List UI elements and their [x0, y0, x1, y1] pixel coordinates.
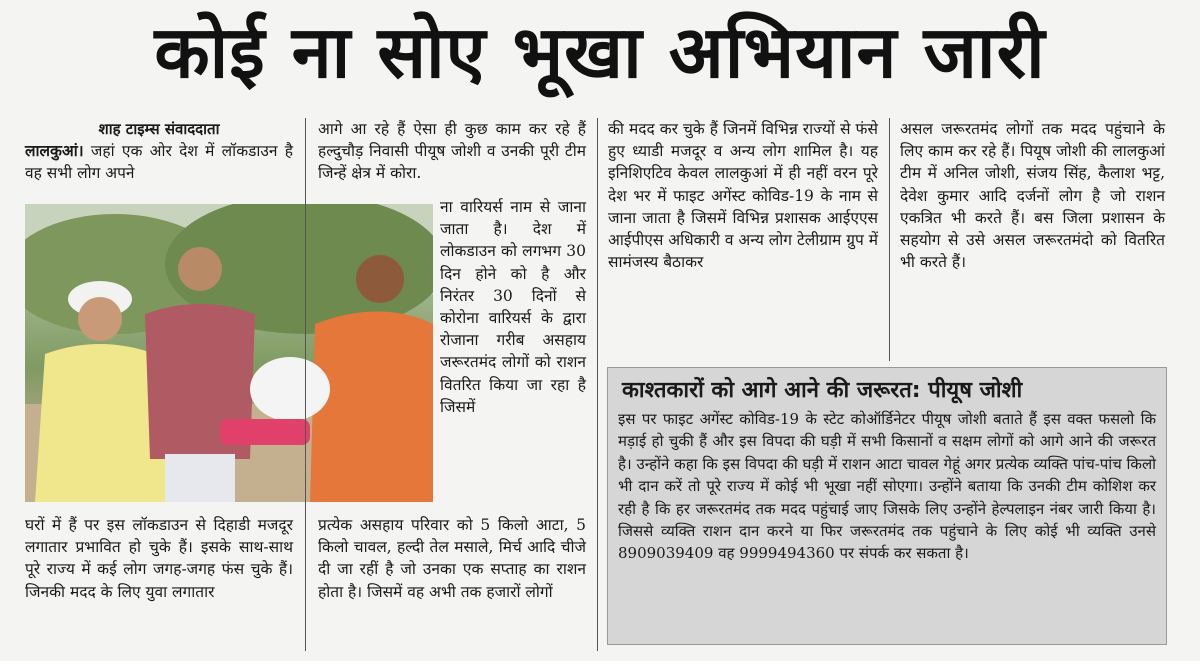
column-3-top: की मदद कर चुके हैं जिनमें विभिन्न राज्यों से फंसे हुए ध्याडी मजदूर व अन्य लोग शामिल है। यह इनिशिएटिव केवल लालकुआं में ही नहीं वरन पूरे देश भर में फाइट अगेंस्ट कोविड-19 के नाम से जाना जाता है जिसमें विभिन्न प्रशासक आईएएस आईपीएस अधिकारी व अन्य लोग टेलीग्राम ग्रुप में सामंजस्य बैठाकर	[608, 120, 878, 272]
column-1-bottom: घरों में हैं पर इस लॉकडाउन से दिहाडी मजदूर लगातार प्रभावित हो चुके हैं। इसके साथ-साथ पूरे राज्य में कई लोग जगह-जगह फंस चुके हैं। जिनकी मदद के लिए युवा लगातार	[25, 516, 293, 601]
column-1-top	[25, 118, 293, 185]
column-2-narrow: ना वारियर्स नाम से जाना जाता है। देश में लोकडाउन को लगभग 30 दिन होने को है और निरंतर 30 दिनों से कोरोना वारियर्स के द्वारा रोजाना गरीब असहाय जरूरतमंद लोगों को राशन वितरित किया जा रहा है जिसमें	[440, 198, 586, 416]
byline: शाह टाइम्स संवाददाता	[98, 120, 220, 138]
column-1-paragraph	[25, 140, 293, 184]
column-rule	[889, 118, 890, 361]
boxed-story-body: इस पर फाइट अगेंस्ट कोविड-19 के स्टेट कोऑर्डिनेटर पीयूष जोशी बताते हैं इस वक्त फसलो कि मड़ाई हो चुकी हैं और इस विपदा की घड़ी में सभी किसानों व सक्षम लोगों को आगे आने की जरूरत है। उन्होंने कहा कि इस विपदा की घड़ी में राशन आटा चावल गेहूं अगर प्रत्येक व्यक्ति पांच-पांच किलो भी दान करें तो पूरे राज्य में कोई भी भूखा नहीं सोएगा। उन्होंने बताया कि उनकी टीम कोशिश कर रही है कि हर जरूरतमंद तक मदद पहुंचाई जाए जिसके लिए उन्होंने हेल्पलाइन नंबर जारी किया है। जिससे व्यक्ति राशन दान करने या फिर जरूरतमंद तक पहुंचाने के लिए कोई भी व्यक्ति उनसे 8909039409 वह 9999494360 पर संपर्क कर सकता है।	[618, 410, 1156, 563]
boxed-story-title: काश्तकारों को आगे आने की जरूरत: पीयूष जोशी	[622, 378, 1023, 403]
boxed-story	[607, 367, 1167, 645]
news-photo	[25, 204, 433, 502]
column-2-bottom: प्रत्येक असहाय परिवार को 5 किलो आटा, 5 किलो चावल, हल्दी तेल मसाले, मिर्च आदि चीजे दी जा रहीं है जो उनका एक सप्ताह का राशन होता है। जिसमें वह अभी तक हजारों लोगों	[318, 516, 586, 601]
column-2-top: आगे आ रहे हैं ऐसा ही कुछ काम कर रहे हैं हल्दुचौड़ निवासी पीयूष जोशी व उनकी पूरी टीम जिन्हें क्षेत्र में कोरा.	[318, 120, 586, 183]
column-rule	[597, 118, 598, 651]
column-rule	[305, 118, 306, 651]
news-photo-illustration	[25, 204, 433, 502]
column-1-lead-text: जहां एक ओर देश में लॉकडाउन है वह सभी लोग अपने	[25, 142, 293, 183]
column-4-top: असल जरूरतमंद लोगों तक मदद पहुंचाने के लिए काम कर रहे हैं। पियूष जोशी की लालकुआं टीम में अनिल जोशी, संजय सिंह, कैलाश भट्ट, देवेश कुमार आदि दर्जनों लोग है जो राशन एकत्रित भी करते हैं। बस जिला प्रशासन के सहयोग से उसे असल जरूरतमंदो को वितरित भी करते हैं।	[900, 120, 1165, 272]
headline: कोई ना सोए भूखा अभियान जारी	[154, 10, 1046, 94]
dateline: लालकुआं।	[25, 141, 84, 161]
